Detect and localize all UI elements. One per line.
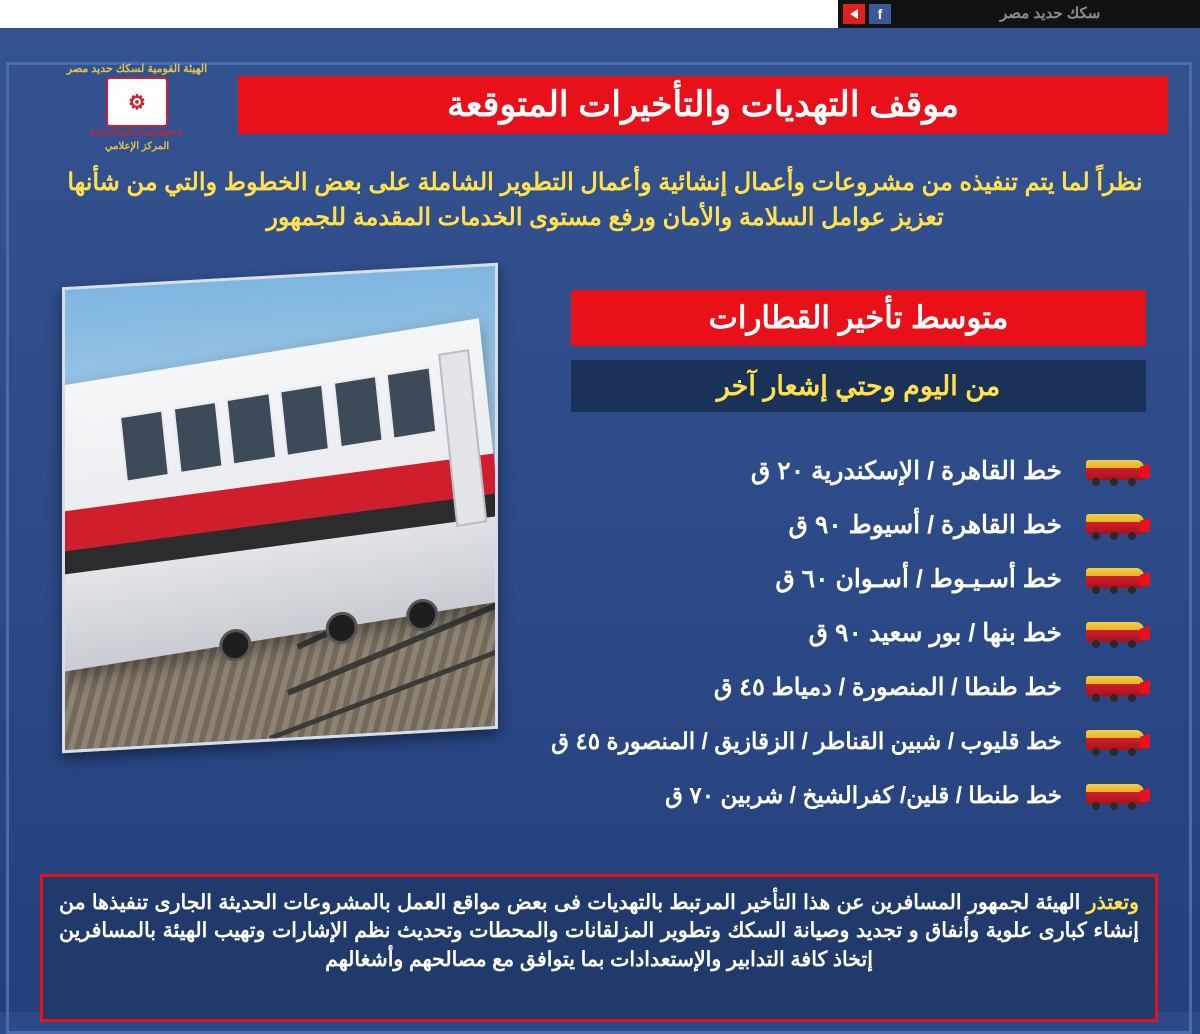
route-delay-list xyxy=(500,444,1150,822)
train-icon xyxy=(1072,780,1150,810)
list-item xyxy=(500,660,1150,714)
list-item xyxy=(500,498,1150,552)
apology-notice xyxy=(40,874,1158,1022)
logo-arabic-bottom: المركز الإعلامي xyxy=(104,141,170,152)
route-label: خط بنها / بور سعيد ٩٠ ق xyxy=(808,619,1062,647)
intro-paragraph: نظراً لما يتم تنفيذه من مشروعات وأعمال إنشائية وأعمال التطوير الشاملة على بعض الخطوط والتي من شأنها تعزيز عوامل السلامة والأمان ورفع مستوى الخدمات المقدمة للجمهور xyxy=(67,169,1143,231)
page-title: موقف التهديات والتأخيرات المتوقعة xyxy=(238,76,1168,134)
route-label: خط القاهرة / أسيوط ٩٠ ق xyxy=(788,511,1062,539)
photo-train-window xyxy=(172,400,223,473)
photo-train-window xyxy=(386,366,437,439)
apology-body: الهيئة لجمهور المسافرين عن هذا التأخير المرتبط بالتهديات فى بعض مواقع العمل بالمشروعات الحديثة الجارى تنفيذها من إنشاء كبارى علوية وأنفاق و تجديد وصيانة السكك وتطوير المزلقانات والمحطات وتحديث نظم الإشارات وتهيب الهيئة بالمسافرين إتخاذ كافة التدابير والإستعدادات بما يتوافق مع مصالحهم وأشغالهم xyxy=(59,891,1139,971)
photo-train-window xyxy=(279,383,330,456)
list-item xyxy=(500,444,1150,498)
logo-arabic-top: الهيئة القومية لسكك حديد مصر xyxy=(66,63,208,75)
poster-body xyxy=(0,28,1200,1012)
logo-emblem-icon: ⚙ xyxy=(106,77,168,127)
list-item xyxy=(500,714,1150,768)
photo-train-window xyxy=(119,409,170,482)
train-photo xyxy=(62,263,498,753)
train-icon xyxy=(1072,618,1150,648)
train-icon xyxy=(1072,726,1150,756)
photo-train-window xyxy=(332,375,383,448)
list-item xyxy=(500,768,1150,822)
validity-heading: من اليوم وحتي إشعار آخر xyxy=(571,360,1146,412)
logo-english: EGYPTIAN RAILWAYS xyxy=(90,129,184,138)
list-item xyxy=(500,552,1150,606)
route-label: خط طنطا / المنصورة / دمياط ٤٥ ق xyxy=(713,673,1062,701)
train-icon xyxy=(1072,564,1150,594)
route-label: خط القاهرة / الإسكندرية ٢٠ ق xyxy=(750,457,1062,485)
route-label: خط طنطا / قلين/ كفرالشيخ / شربين ٧٠ ق xyxy=(665,781,1062,808)
photo-train-window xyxy=(226,392,277,465)
train-icon xyxy=(1072,510,1150,540)
railway-logo xyxy=(62,62,212,152)
top-bar xyxy=(0,0,1200,28)
list-item xyxy=(500,606,1150,660)
social-links xyxy=(843,4,891,24)
youtube-icon[interactable] xyxy=(843,4,865,24)
route-label: خط أسـيـوط / أسـوان ٦٠ ق xyxy=(775,565,1062,593)
facebook-icon[interactable]: f xyxy=(869,4,891,24)
apology-text xyxy=(59,889,1139,974)
train-icon xyxy=(1072,672,1150,702)
apology-highlight: وتعتذر xyxy=(1086,891,1139,914)
brand-label: سكك حديد مصر xyxy=(1000,5,1101,22)
average-delay-heading: متوسط تأخير القطارات xyxy=(571,290,1146,346)
route-label: خط قليوب / شبين القناطر / الزقازيق / المنصورة ٤٥ ق xyxy=(551,727,1062,754)
train-icon xyxy=(1072,456,1150,486)
